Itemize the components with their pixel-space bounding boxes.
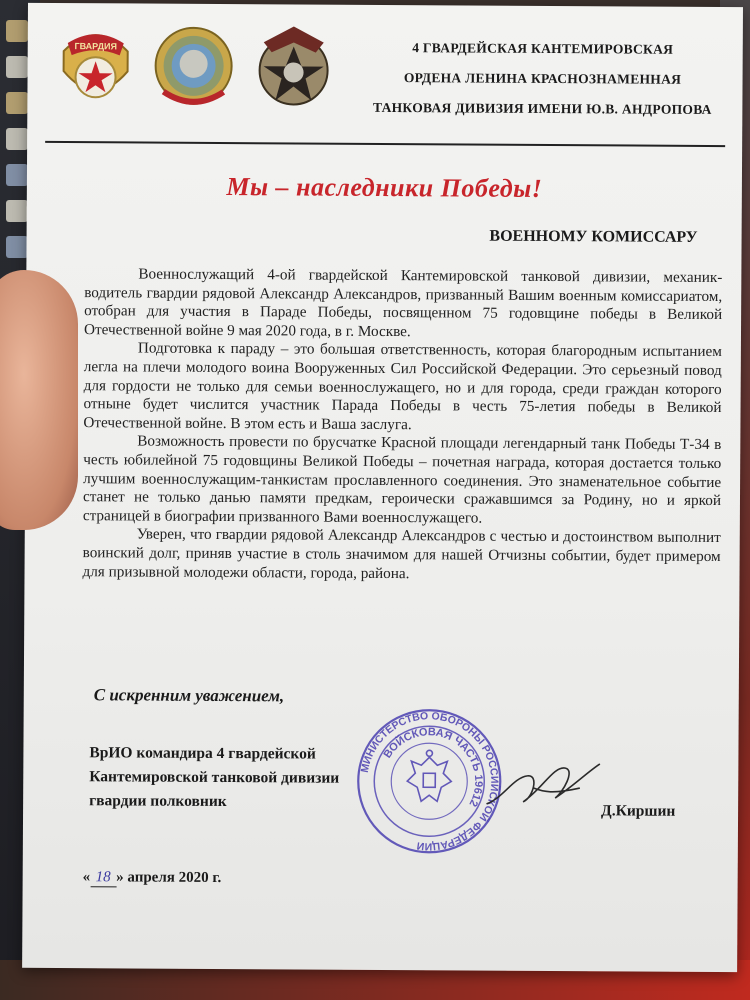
guard-badge-text: ГВАРДИЯ [74,41,117,52]
motto-heading: Мы – наследники Победы! [226,172,543,203]
guard-badge-icon [55,21,136,109]
header-divider [45,141,725,147]
signatory-line-3: гвардии полковник [89,792,227,811]
coat-of-arms-icon [407,750,451,801]
file-icon [6,56,28,78]
document-icon [6,236,28,258]
folder-icon [6,92,28,114]
header-line-1: 4 ГВАРДЕЙСКАЯ КАНТЕМИРОВСКАЯ [412,40,674,57]
signatory-title [89,741,339,815]
award-badges [55,21,346,123]
letter-sheet [22,3,743,972]
svg-text:ВОЙСКОВАЯ ЧАСТЬ 19612 [381,726,485,809]
paragraph: Уверен, что гвардии рядовой Александр Александров с честью и достоинством выполнит воинский долг, приняв участие в столь значимом для нашей Отчизны событии, будет примером для призывной молодежи области, города, района. [82,525,721,582]
date-day-handwritten: 18 [90,869,116,887]
folder-icon [6,20,28,42]
signatory-name: Д.Киршин [601,802,676,820]
date-month-year: апреля 2020 г. [127,869,222,887]
order-of-lenin-icon [153,22,234,110]
closing-phrase: С искренним уважением, [93,685,285,706]
handwritten-signature [483,758,603,819]
letter-body [82,265,722,585]
signatory-line-1: ВрИО командира 4 гвардейской [89,744,316,763]
holding-thumb [0,270,78,530]
document-icon [6,164,28,186]
stamp-inner-text: ВОЙСКОВАЯ ЧАСТЬ 19612 [381,726,485,809]
division-header [357,33,728,125]
date-open-quote: « [82,869,91,886]
letter-date [83,869,222,888]
file-icon [6,200,28,222]
official-stamp [355,707,504,856]
stamp-outer-text: МИНИСТЕРСТВО ОБОРОНЫ РОССИЙСКОЙ ФЕДЕРАЦИИ [358,710,501,853]
paragraph: Возможность провести по брусчатке Красной площади легендарный танк Победы Т-34 в честь юбилейной 75 годовщины Великой Победы – почетная награда, которая достается только лучшим военнослужащим-танкистам прославленного соединения. Это знаменательное событие станет не только данью памяти предкам, героически сражавшимся за Родину, но и яркой страницей в биографии призванного Вами военнослужащего. [82,432,722,527]
header-line-2: ОРДЕНА ЛЕНИНА КРАСНОЗНАМЕННАЯ [403,70,682,87]
signatory-line-2: Кантемировской танковой дивизии [89,768,340,787]
header-line-3: ТАНКОВАЯ ДИВИЗИЯ ИМЕНИ Ю.В. АНДРОПОВА [372,99,712,117]
date-close-quote: » [116,869,124,886]
addressee: ВОЕННОМУ КОМИССАРУ [489,227,698,246]
order-of-red-banner-icon [253,22,334,110]
file-icon [6,128,28,150]
paragraph: Военнослужащий 4-ой гвардейской Кантемировской танковой дивизии, механик-водитель гвардии рядовой Александр Александров, призванный Вашим военным комиссариатом, отобран для участия в Параде Победы, посвященном 75 годовщине победы в Великой Отечественной войне 9 мая 2020 года, в г. Москве. [83,265,723,340]
paragraph: Подготовка к параду – это большая ответственность, которая благородным испытанием легла на плечи молодого воина Вооруженных Сил Российской Федерации. Это серьезный повод для гордости не только для семьи военнослужащего, но и для города, среди граждан которого отныне будет числится участник Парада Победы в честь 75-летия победы в Великой Отечественной войне. В этом есть и Ваша заслуга. [83,339,722,433]
